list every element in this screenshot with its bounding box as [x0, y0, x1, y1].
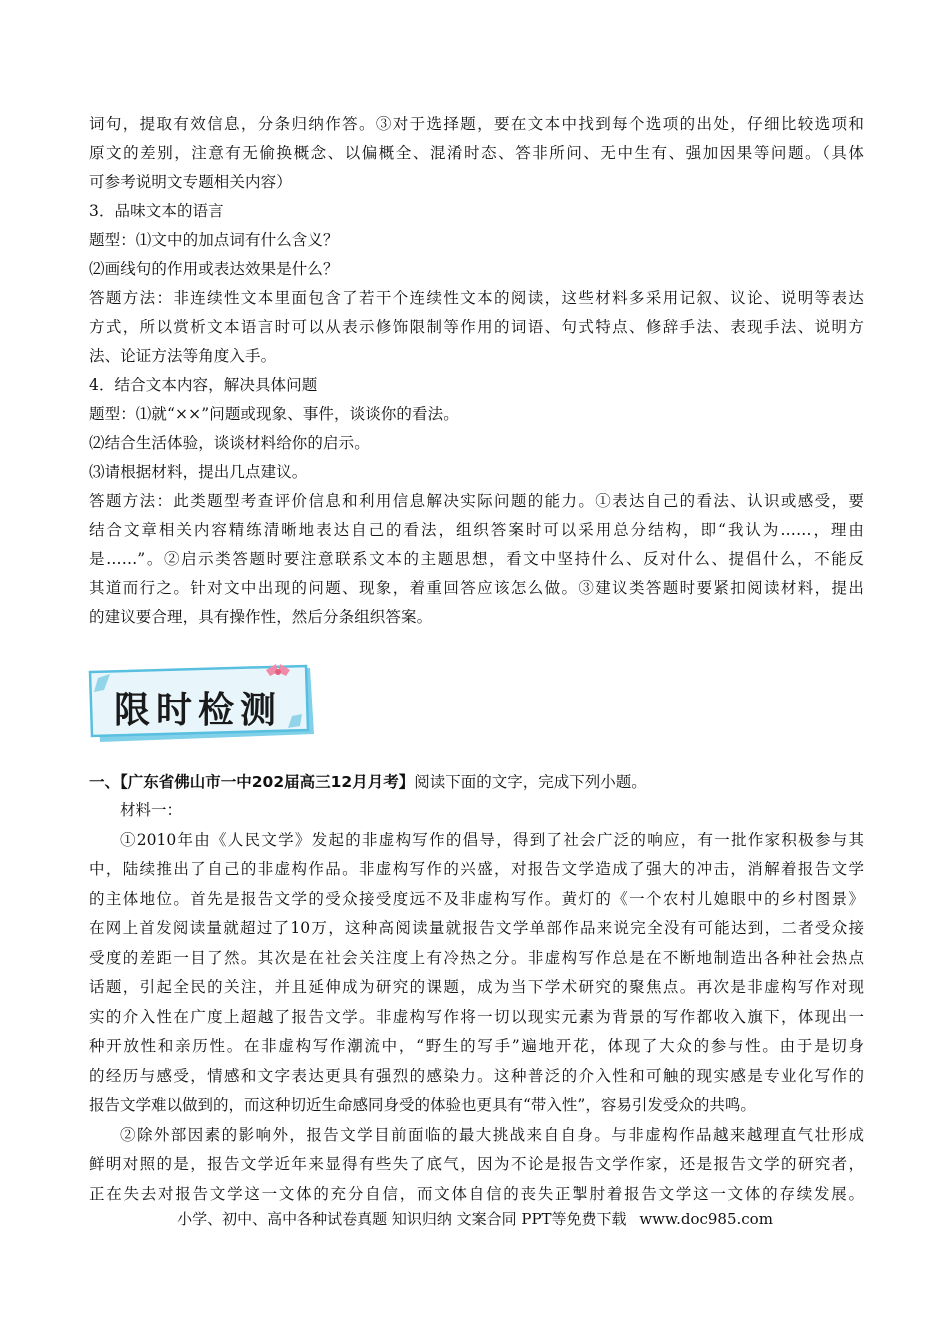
paragraph-line: 结合文章相关内容精练清晰地表达自己的看法，组织答案时可以采用总分结构，即“我认为……，理由 [89, 521, 864, 539]
paragraph-line: 可参考说明文专题相关内容） [89, 173, 292, 191]
heading-line: 3．品味文本的语言 [89, 202, 224, 220]
paragraph-line: 答题方法：此类题型考查评价信息和利用信息解决实际问题的能力。①表达自己的看法、认识或感受，要 [89, 492, 864, 510]
paragraph-line: 法、论证方法等角度入手。 [89, 347, 277, 365]
question-type-line: ⑵结合生活体验，谈谈材料给你的启示。 [89, 434, 370, 452]
material-line: 鲜明对照的是，报告文学近年来显得有些失了底气，因为不论是报告文学作家，还是报告文学的研究者， [89, 1155, 864, 1173]
question-header [89, 768, 647, 796]
material-line: 报告文学难以做到的，而这种切近生命感同身受的体验也更具有“带入性”，容易引发受众的共鸣。 [89, 1096, 756, 1114]
paragraph-line: 是……”。②启示类答题时要注意联系文本的主题思想，看文中坚持什么、反对什么、提倡什么，不能反 [89, 550, 864, 568]
material-line: 正在失去对报告文学这一文体的充分自信，而文体自信的丧失正掣肘着报告文学这一文体的存续发展。 [89, 1184, 864, 1203]
question-type-line: ⑵画线句的作用或表达效果是什么？ [89, 260, 339, 278]
paragraph-line: 答题方法：非连续性文本里面包含了若干个连续性文本的阅读，这些材料多采用记叙、议论、说明等表达 [89, 289, 864, 307]
heading-line: 4．结合文本内容，解决具体问题 [89, 376, 318, 394]
material-line: ②除外部因素的影响外，报告文学目前面临的最大挑战来自自身。与非虚构作品越来越理直气壮形成 [120, 1125, 864, 1144]
methods-section [89, 110, 864, 632]
material-line: 实的介入性在广度上超越了报告文学。非虚构写作将一切以现实元素为背景的写作都收入旗下，体现出一 [89, 1007, 864, 1026]
material-line: 种开放性和亲历性。在非虚构写作潮流中，“野生的写手”遍地开花，体现了大众的参与性。由于是切身 [89, 1037, 864, 1055]
material-line: 的经历与感受，情感和文字表达更具有强烈的感染力。这种普泛的介入性和可触的现实感是专业化写作的 [89, 1066, 864, 1085]
banner-title: 限时检测 [114, 690, 283, 731]
material-section [89, 796, 864, 1209]
question-type-line: ⑶请根据材料，提出几点建议。 [89, 463, 308, 481]
question-number: 一、 [89, 773, 121, 791]
material-line: 话题，引起全民的关注，并且延伸成为研究的课题，成为当下学术研究的聚焦点。再次是非虚构写作对现 [89, 978, 864, 996]
material-label: 材料一： [120, 801, 183, 819]
material-line: 受度的差距一目了然。其次是在社会关注度上有冷热之分。非虚构写作总是在不断地制造出各种社会热点 [89, 948, 864, 967]
material-line: 的主体地位。首先是报告文学的受众接受度远不及非虚构写作。黄灯的《一个农村儿媳眼中的乡村图景》 [89, 889, 864, 908]
paragraph-line: 其道而行之。针对文中出现的问题、现象，着重回答应该怎么做。③建议类答题时要紧扣阅读材料，提出 [89, 579, 864, 597]
footer-url[interactable]: www.doc985.com [639, 1210, 773, 1228]
section-banner [88, 664, 318, 746]
question-source: 【广东省佛山市一中202届高三12月月考】 [120, 773, 415, 791]
question-instruction: 阅读下面的文字，完成下列小题。 [414, 773, 647, 791]
paragraph-line: 的建议要合理，具有操作性，然后分条组织答案。 [89, 608, 433, 626]
material-line: 中，陆续推出了自己的非虚构作品。非虚构写作的兴盛，对报告文学造成了强大的冲击，消解着报告文学 [89, 860, 864, 878]
page-footer [0, 1208, 950, 1229]
paragraph-line: 原文的差别，注意有无偷换概念、以偏概全、混淆时态、答非所问、无中生有、强加因果等问题。（具体 [89, 144, 864, 162]
question-type-line: 题型：⑴文中的加点词有什么含义？ [89, 231, 339, 249]
paragraph-line: 词句，提取有效信息，分条归纳作答。③对于选择题，要在文本中找到每个选项的出处，仔细比较选项和 [89, 115, 864, 133]
paragraph-line: 方式，所以赏析文本语言时可以从表示修饰限制等作用的词语、句式特点、修辞手法、表现手法、说明方 [89, 318, 864, 336]
footer-text: 小学、初中、高中各种试卷真题 知识归纳 文案合同 PPT等免费下载 [177, 1210, 627, 1228]
material-line: 在网上首发阅读量就超过了10万，这种高阅读量就报告文学单部作品来说完全没有可能达到，二者受众接 [89, 919, 864, 937]
material-line: ①2010年由《人民文学》发起的非虚构写作的倡导，得到了社会广泛的响应，有一批作家积极参与其 [120, 830, 864, 849]
question-type-line: 题型：⑴就“××”问题或现象、事件，谈谈你的看法。 [89, 405, 459, 423]
